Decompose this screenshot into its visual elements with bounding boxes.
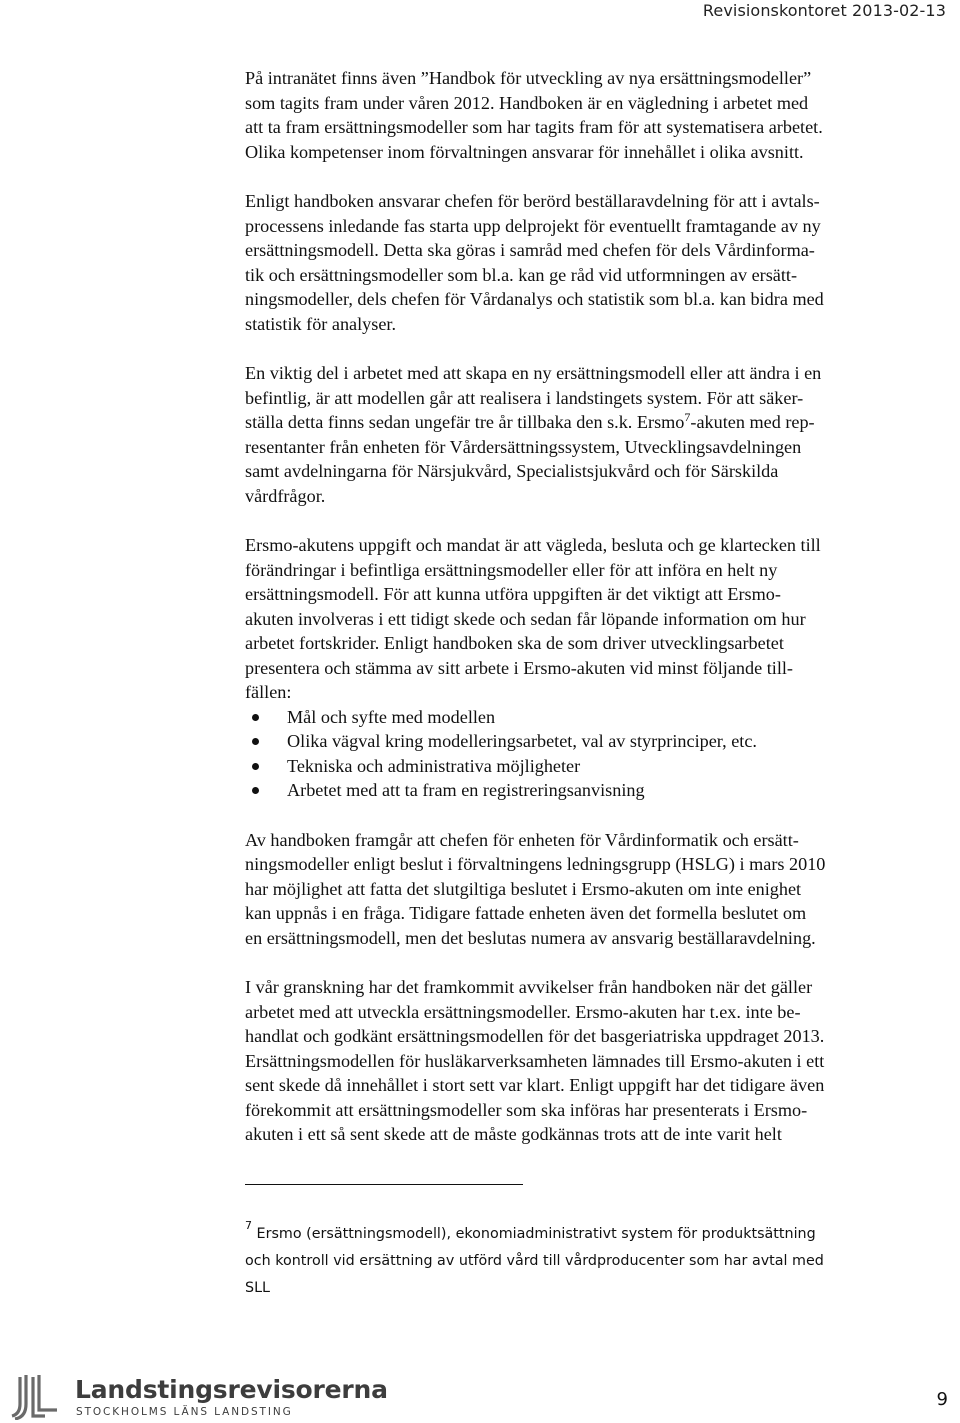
paragraph-audit-findings [245, 975, 925, 1147]
footnote [245, 1221, 905, 1302]
text-line: vårdfrågor. [245, 485, 326, 506]
paragraph-spacer [245, 803, 925, 828]
footnote-separator [245, 1184, 523, 1185]
text-line: ningsmodeller, dels chefen för Vårdanalys och statistik som bl.a. kan bidra med [245, 289, 824, 309]
list-item-text: Arbetet med att ta fram en registreringsanvisning [287, 780, 645, 800]
paragraph-ersmo-akuten [245, 361, 925, 508]
text-line: En viktig del i arbetet med att skapa en ny ersättningsmodell eller att ändra i en [245, 363, 822, 383]
text-line: befintlig, är att modellen går att realisera i landstingets system. För att säker- [245, 387, 804, 408]
footnote-line: SLL [245, 1280, 271, 1296]
footnote-line [245, 1221, 905, 1248]
text-line: akuten i ett så sent skede att de måste godkännas trots att de inte varit helt [245, 1124, 782, 1144]
text-line: På intranätet finns även ”Handbok för utveckling av nya ersättningsmodeller” [245, 68, 812, 88]
list-item-text: Olika vägval kring modelleringsarbetet, val av styrprinciper, etc. [287, 731, 757, 751]
paragraph-responsibility [245, 189, 925, 336]
text-line: fällen: [245, 682, 292, 702]
logo-name: Landstingsrevisorerna [75, 1375, 388, 1404]
text-line: arbetet fortskrider. Enligt handboken ska de som driver utvecklingsarbetet [245, 633, 784, 653]
paragraph-spacer [245, 508, 925, 533]
text-line: Av handboken framgår att chefen för enheten för Vårdinformatik och ersätt- [245, 829, 799, 850]
paragraph-spacer [245, 336, 925, 361]
text-line-with-footnote [245, 410, 925, 435]
text-line: arbetet med att utveckla ersättningsmodeller. Ersmo-akuten har t.ex. inte be- [245, 1001, 801, 1022]
text-line: ningsmodeller enligt beslut i förvaltningens ledningsgrupp (HSLG) i mars 2010 [245, 854, 826, 874]
footnote-line: och kontroll vid ersättning av utförd vård till vårdproducenter som har avtal med [245, 1253, 824, 1269]
text-line: kan uppnås i en fråga. Tidigare fattade enheten även det formella beslutet om [245, 903, 807, 923]
text-line: Enligt handboken ansvarar chefen för berörd beställaravdelning för att i avtals- [245, 191, 820, 211]
text-line: Ersmo-akutens uppgift och mandat är att vägleda, besluta och ge klartecken till [245, 535, 821, 555]
text-line: en ersättningsmodell, men det beslutas numera av ansvarig beställaravdelning. [245, 927, 816, 948]
text-line: Olika kompetenser inom förvaltningen ansvarar för innehållet i olika avsnitt. [245, 141, 804, 162]
text-line: statistik för analyser. [245, 313, 397, 334]
landstingsrevisorerna-logo-icon [11, 1374, 61, 1420]
page-header: Revisionskontoret 2013-02-13 [702, 1, 946, 20]
page-number: 9 [936, 1389, 948, 1410]
footnote-text: Ersmo (ersättningsmodell), ekonomiadministrativt system för produktsättning [256, 1226, 816, 1242]
paragraph-intranet-handbook [245, 66, 925, 164]
text-line: Ersättningsmodellen för husläkarverksamheten lämnades till Ersmo-akuten i ett [245, 1050, 825, 1071]
list-item-text: Mål och syfte med modellen [287, 706, 496, 727]
paragraph-mandate [245, 533, 925, 705]
bullet-list [245, 705, 925, 803]
text-line: ersättningsmodell. Detta ska göras i samråd med chefen för dels Vårdinforma- [245, 240, 815, 260]
text-line: sent skede då innehållet i stort sett var klart. Enligt uppgift har det tidigare även [245, 1075, 825, 1095]
bullet-icon [252, 714, 259, 721]
text-segment: -akuten med rep- [690, 412, 815, 432]
text-line: förändringar i befintliga ersättningsmodeller eller för att införa en helt ny [245, 559, 778, 580]
bullet-icon [252, 787, 259, 794]
text-line: samt avdelningarna för Närsjukvård, Specialistsjukvård och för Särskilda [245, 461, 779, 481]
bullet-icon [252, 763, 259, 770]
text-line: presentera och stämma av sitt arbete i Ersmo-akuten vid minst följande till- [245, 657, 793, 678]
logo-subtitle: STOCKHOLMS LÄNS LANDSTING [76, 1406, 293, 1418]
list-item [245, 778, 925, 803]
paragraph-spacer [245, 950, 925, 975]
list-item [245, 754, 925, 779]
document-body [245, 66, 925, 1147]
text-line: har möjlighet att fatta det slutgiltiga beslutet i Ersmo-akuten om inte enighet [245, 878, 802, 899]
text-line: handlat och godkänt ersättningsmodellen för det basgeriatriska uppdraget 2013. [245, 1026, 825, 1046]
paragraph-spacer [245, 164, 925, 189]
text-segment: ställa detta finns sedan ungefär tre år tillbaka den s.k. Ersmo [245, 412, 685, 432]
text-line: ersättningsmodell. För att kunna utföra uppgiften är det viktigt att Ersmo- [245, 584, 781, 604]
footer-logo [11, 1374, 391, 1420]
paragraph-decision-authority [245, 828, 925, 951]
text-line: som tagits fram under våren 2012. Handboken är en vägledning i arbetet med [245, 92, 809, 113]
footnote-number: 7 [245, 1219, 252, 1232]
text-line: I vår granskning har det framkommit avvikelser från handboken när det gäller [245, 977, 813, 997]
list-item-text: Tekniska och administrativa möjligheter [287, 755, 581, 776]
text-line: resentanter från enheten för Vårdersättningssystem, Utvecklingsavdelningen [245, 436, 802, 457]
list-item [245, 705, 925, 730]
footnote-reference[interactable]: 7 [684, 410, 691, 424]
text-line: processens inledande fas starta upp delprojekt för eventuellt framtagande av ny [245, 215, 821, 236]
list-item [245, 729, 925, 754]
bullet-icon [252, 738, 259, 745]
text-line: akuten involveras i ett tidigt skede och sedan får löpande information om hur [245, 608, 806, 629]
text-line: att ta fram ersättningsmodeller som har tagits fram för att systematisera arbetet. [245, 117, 823, 137]
text-line: tik och ersättningsmodeller som bl.a. kan ge råd vid utformningen av ersätt- [245, 264, 798, 285]
text-line: förekommit att ersättningsmodeller som ska införas har presenterats i Ersmo- [245, 1099, 808, 1120]
